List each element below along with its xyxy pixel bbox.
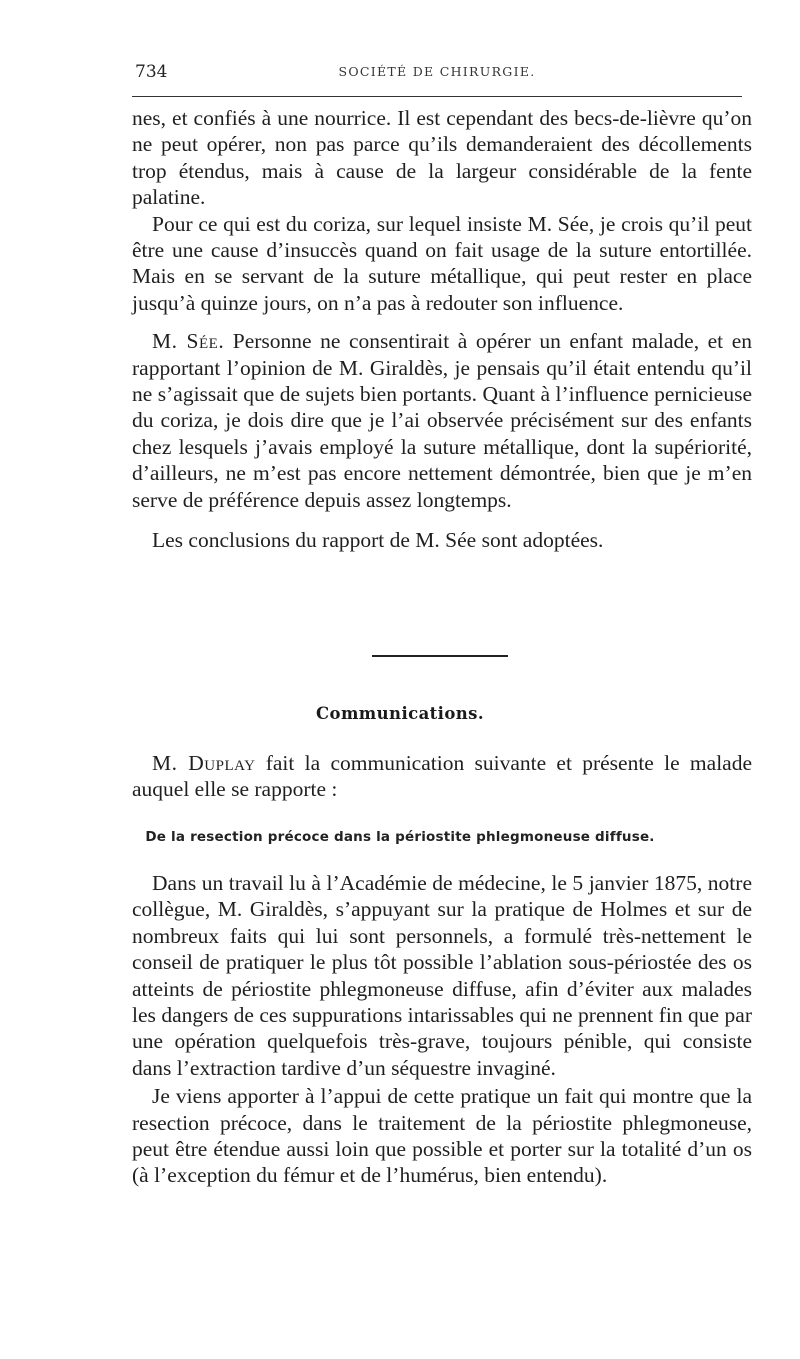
paragraph-conclusion: Les conclusions du rapport de M. Sée sont adoptées. bbox=[152, 528, 604, 553]
text-block-bottom bbox=[132, 870, 752, 1189]
speaker-see: M. Sée. bbox=[152, 329, 225, 354]
paragraph-continuation: nes, et confiés à une nourrice. Il est cependant des becs-de-lièvre qu’on ne peut opérer, non pas parce qu’ils demanderaient des décollements trop étendus, mais à cause de la largeur considérable de la fente palatine. bbox=[132, 106, 752, 210]
page-number: 734 bbox=[135, 62, 168, 82]
section-separator bbox=[372, 655, 508, 657]
header-rule bbox=[132, 96, 742, 97]
paragraph-resection: Je viens apporter à l’appui de cette pratique un fait qui montre que la resection précoce, dans le traitement de la périostite phlegmoneuse, peut être étendue aussi loin que possible et porter sur la totalité d’un os (à l’exception du fémur et de l’humérus, bien entendu). bbox=[132, 1084, 752, 1188]
speech-duplay-text: fait la communication suivante et présente le malade auquel elle se rapporte : bbox=[132, 751, 752, 802]
running-head: SOCIÉTÉ DE CHIRURGIE. bbox=[338, 64, 536, 79]
section-title: Communications. bbox=[316, 704, 484, 723]
paragraph-coriza: Pour ce qui est du coriza, sur lequel insiste M. Sée, je crois qu’il peut être une cause d’insuccès quand on fait usage de la suture entortillée. Mais en se servant de la suture métallique, qui peut rester en place jusqu’à quinze jours, on n’a pas à redouter son influence. bbox=[132, 211, 752, 315]
text-block-top bbox=[132, 105, 752, 554]
paragraph-see-reply bbox=[132, 328, 752, 513]
paragraph-giraldes: Dans un travail lu à l’Académie de médecine, le 5 janvier 1875, notre collègue, M. Giraldès, s’appuyant sur la pratique de Holmes et sur de nombreux faits qui lui sont personnels, a formulé très-nettement le conseil de pratiquer le plus tôt possible l’ablation sous-périostée des os atteints de périostite phlegmoneuse diffuse, afin d’éviter aux malades les dangers de ces suppurations intarissables qui ne prennent fin que par une opération quelquefois très-grave, toujours pénible, qui consiste dans l’extraction tardive d’un séquestre invaginé. bbox=[132, 871, 752, 1080]
speaker-duplay: M. Duplay bbox=[152, 751, 256, 775]
speech-see-text: Personne ne consentirait à opérer un enfant malade, et en rapportant l’opinion de M. Giraldès, je pensais qu’il était entendu qu’il ne s’agissait que de sujets bien portants. Quant à l’influence pernicieuse du coriza, je dois dire que je l’ai observée précisément sur des enfants chez lesquels j’avais employé la suture métallique, dont la supériorité, d’ailleurs, ne m’est pas encore nettement démontrée, bien que je m’en serve de préférence depuis assez longtemps. bbox=[132, 329, 752, 512]
page-header bbox=[132, 58, 742, 86]
text-block-duplay bbox=[132, 750, 752, 803]
communication-subtitle: De la resection précoce dans la périostite phlegmoneuse diffuse. bbox=[145, 829, 655, 845]
paragraph-duplay-intro bbox=[132, 750, 752, 803]
